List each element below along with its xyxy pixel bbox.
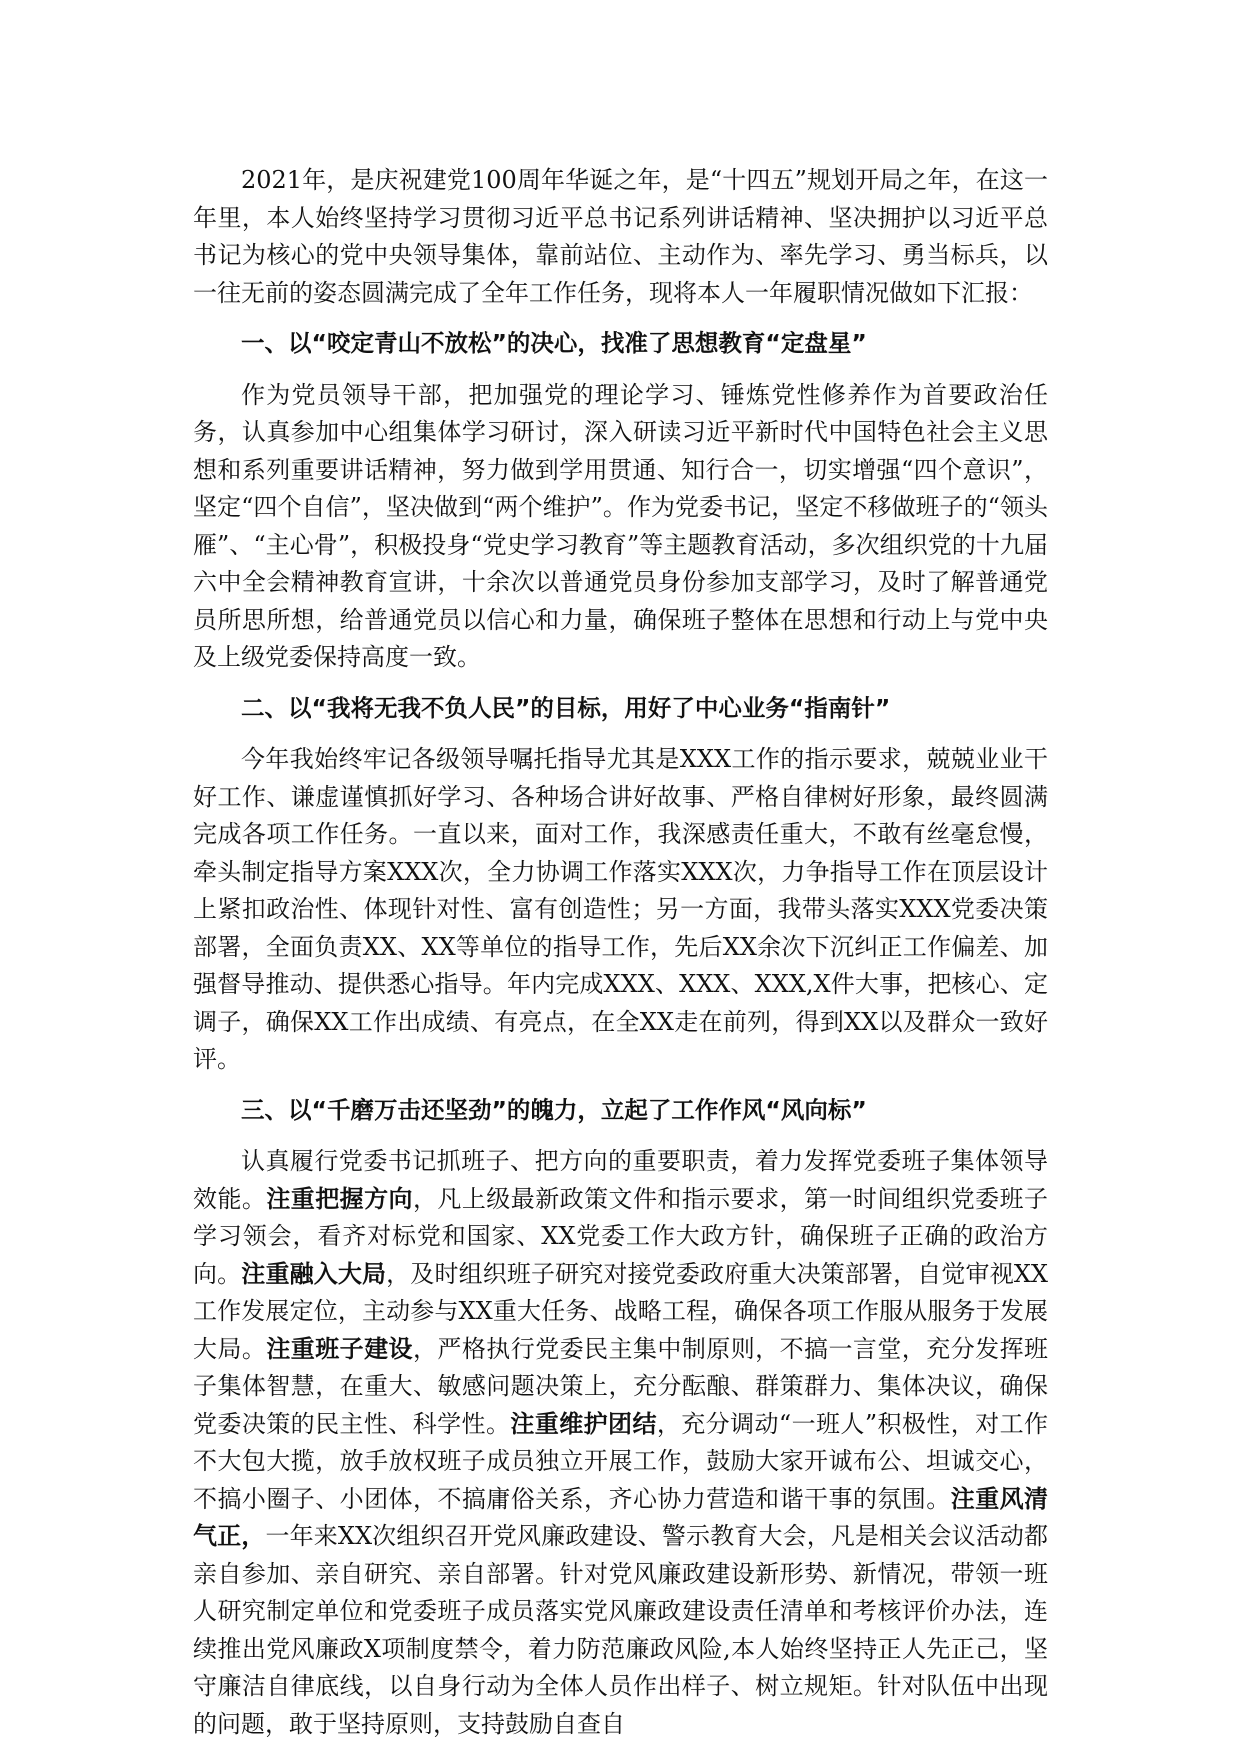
- section-3-text-6: 一年来XX次组织召开党风廉政建设、警示教育大会，凡是相关会议活动都亲自参加、亲自研究、亲自部署。针对党风廉政建设新形势、新情况，带领一班人研究制定单位和党委班子成员落实党风廉政建设责任清单和考核评价办法，连续推出党风廉政X项制度禁令，着力防范廉政风险,本人始终坚持正人先正己，坚守廉洁自律底线，以自身行动为全体人员作出样子、树立规矩。针对队伍中出现的问题，敢于坚持原则，支持鼓励自查自: [193, 1522, 1049, 1738]
- section-1-body: 作为党员领导干部，把加强党的理论学习、锤炼党性修养作为首要政治任务，认真参加中心组集体学习研讨，深入研读习近平新时代中国特色社会主义思想和系列重要讲话精神，努力做到学用贯通、知行合一，切实增强“四个意识”，坚定“四个自信”，坚决做到“两个维护”。作为党委书记，坚定不移做班子的“领头雁”、“主心骨”，积极投身“党史学习教育”等主题教育活动，多次组织党的十九届六中全会精神教育宣讲，十余次以普通党员身份参加支部学习，及时了解普通党员所思所想，给普通党员以信心和力量，确保班子整体在思想和行动上与党中央及上级党委保持高度一致。: [193, 380, 1048, 671]
- section-3-text-2: ，凡上级最新政策文件和指示要求，第一时间组织党委班子学习领会，看齐对标党和国家、XX党委工作大政方针，确保班子正确的政治方向。: [193, 1184, 1049, 1288]
- intro-paragraph: 2021年，是庆祝建党100周年华诞之年，是“十四五”规划开局之年，在这一年里，本人始终坚持学习贯彻习近平总书记系列讲话精神、坚决拥护以习近平总书记为核心的党中央领导集体，靠前站位、主动作为、率先学习、勇当标兵，以一往无前的姿态圆满完成了全年工作任务，现将本人一年履职情况做如下汇报：: [193, 166, 1048, 307]
- section-2-heading: 二、以“我将无我不负人民”的目标，用好了中心业务“指南针”: [241, 693, 891, 722]
- section-3-text-1: 认真履行党委书记抓班子、把方向的重要职责，着力发挥党委班子集体领导效能。: [193, 1147, 1048, 1213]
- emphasis-team-building: 注重班子建设: [266, 1334, 413, 1363]
- emphasis-unity: 注重维护团结: [510, 1409, 657, 1438]
- section-2-body: 今年我始终牢记各级领导嘱托指导尤其是XXX工作的指示要求，兢兢业业干好工作、谦虚谨慎抓好学习、各种场合讲好故事、严格自律树好形象，最终圆满完成各项工作任务。一直以来，面对工作，我深感责任重大，不敢有丝毫怠慢，牵头制定指导方案XXX次，全力协调工作落实XXX次，力争指导工作在顶层设计上紧扣政治性、体现针对性、富有创造性；另一方面，我带头落实XXX党委决策部署，全面负责XX、XX等单位的指导工作，先后XX余次下沉纠正工作偏差、加强督导推动、提供悉心指导。年内完成XXX、XXX、XXX,X件大事，把核心、定调子，确保XX工作出成绩、有亮点，在全XX走在前列，得到XX以及群众一致好评。: [193, 745, 1048, 1073]
- section-1-heading: 一、以“咬定青山不放松”的决心，找准了思想教育“定盘星”: [241, 329, 867, 357]
- emphasis-big-picture: 注重融入大局: [241, 1259, 387, 1288]
- emphasis-direction: 注重把握方向: [266, 1184, 413, 1213]
- section-3-text-5: ，充分调动“一班人”积极性，对工作不大包大揽，放手放权班子成员独立开展工作，鼓励大家开诚布公、坦诚交心，不搞小圈子、小团体，不搞庸俗关系，齐心协力营造和谐干事的氛围。: [193, 1409, 1049, 1513]
- section-3-text-3: ，及时组织班子研究对接党委政府重大决策部署，自觉审视XX工作发展定位，主动参与XX重大任务、战略工程，确保各项工作服从服务于发展大局。: [193, 1259, 1049, 1363]
- document-page: [193, 162, 1048, 1743]
- section-3-heading: 三、以“千磨万击还坚劲”的魄力，立起了工作作风“风向标”: [241, 1095, 867, 1124]
- emphasis-integrity: 注重风清气正，: [193, 1484, 1049, 1550]
- section-3-text-4: ，严格执行党委民主集中制原则，不搞一言堂，充分发挥班子集体智慧，在重大、敏感问题决策上，充分酝酿、群策群力、集体决议，确保党委决策的民主性、科学性。: [193, 1334, 1049, 1438]
- section-3-body: [193, 1143, 1048, 1743]
